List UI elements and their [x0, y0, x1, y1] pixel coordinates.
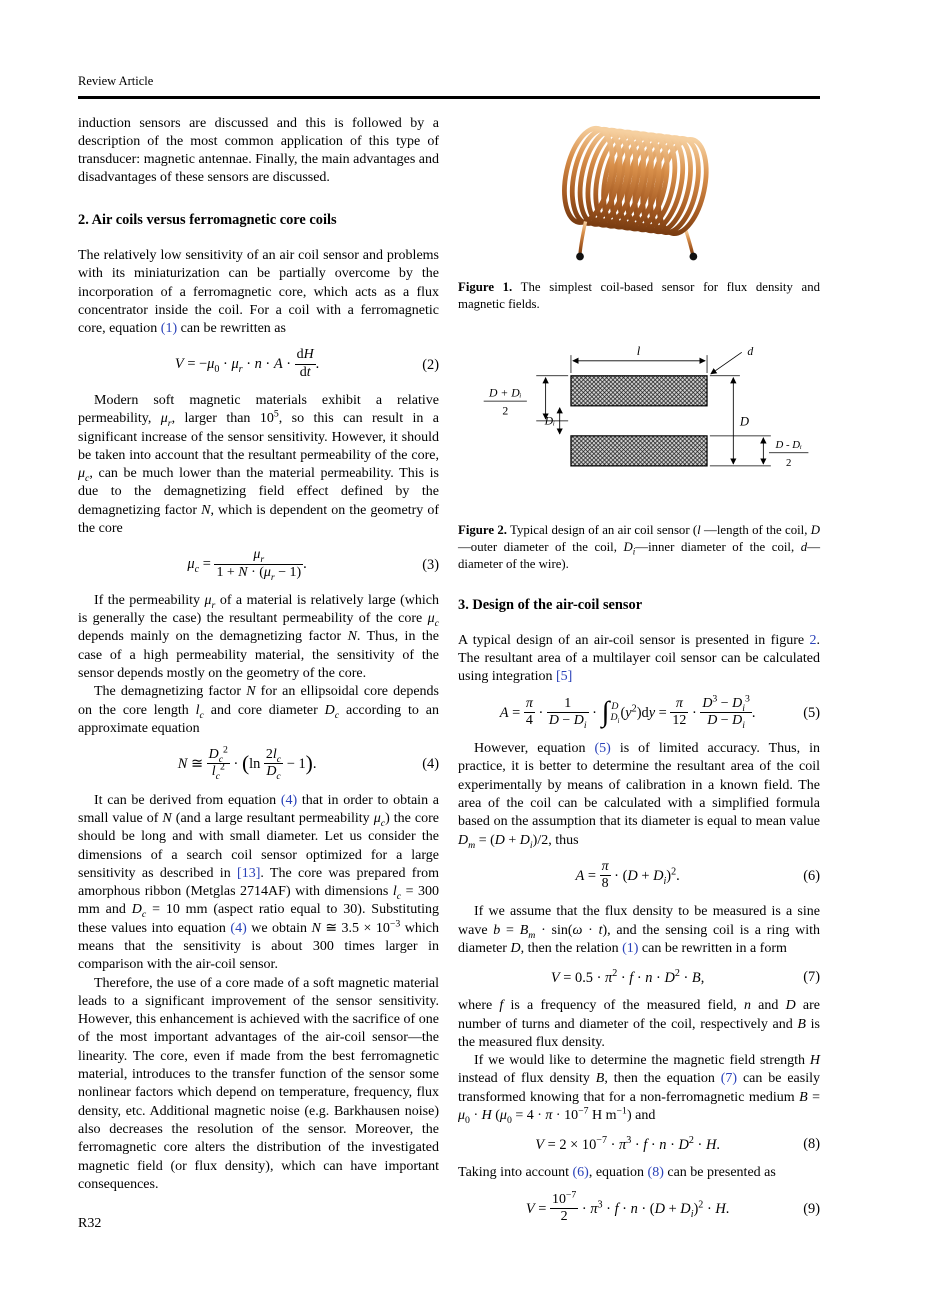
- wire-terminal-left: [576, 252, 584, 260]
- equation-5: [458, 693, 820, 731]
- equation-body: V = $\frac{10^{-7}}{2}$ · $\pi^3 \cdot f \cdot n \cdot (D + D_i)^2 \cdot H$.: [525, 1189, 730, 1224]
- figure-1: [458, 117, 820, 313]
- coil-design-diagram: [463, 327, 815, 510]
- fraction: $\frac{dH}{dt}$: [296, 347, 314, 380]
- equation-number: (3): [422, 556, 439, 573]
- equation-number: (7): [803, 969, 820, 986]
- dimension-label-outer-num: D + Dᵢ: [488, 385, 522, 399]
- integral: ∫ D $D_i$: [601, 695, 620, 728]
- equation-8: [458, 1136, 820, 1153]
- paragraph: However, equation (5) is of limited accuracy. Thus, in practice, it is better to determine the resultant area of the coil experimentally by means of calibration in a known field. The area of the coil can be calculated with a simplified formula based on the assumption that its diameter is equal to mean value $D_m = (D + D_i)/2$, thus: [458, 741, 820, 851]
- figure-2: [458, 327, 820, 573]
- dimension-label-lower-num: D - Dᵢ: [775, 438, 802, 451]
- fraction: $\frac{\pi}{4}$: [525, 695, 533, 728]
- fraction: $\frac{D^3 - D_i^3}{D - D_i}$: [702, 693, 750, 731]
- equation-number: (5): [803, 704, 820, 721]
- reference-link[interactable]: (7): [720, 1071, 738, 1087]
- equation-body: N ≅ $\frac{D_c^2}{l_c^2}$ · (ln $\frac{2l_c}{D_c}$ − 1).: [177, 744, 317, 783]
- reference-link[interactable]: (1): [160, 321, 178, 337]
- paragraph: Modern soft magnetic materials exhibit a relative permeability, $\mu_r$, larger than $10^5$, so this can result in a significant increase of the sensor sensitivity. However, it should be taken into account that the resultant permeability of the core, $\mu_c$, can be much lower than the material permeability. This is due to the demagnetizing field effect defined by the demagnetizing factor N, which is dependent on the geometry of the core: [78, 392, 440, 536]
- equation-number: (6): [803, 868, 820, 885]
- equation-body: A = $\frac{\pi}{8}$ · $(D + D_i)^2$.: [575, 858, 680, 892]
- fraction: $\frac{\pi}{8}$: [601, 858, 609, 892]
- paragraph: If we assume that the flux density to be measured is a sine wave $b = B_m \cdot \sin(\omega \cdot t)$, and the sensing coil is a ring with diameter D, then the relation (1) can be rewritten in a form: [458, 904, 820, 956]
- wire-terminal-right: [690, 252, 698, 260]
- page: [78, 0, 820, 1236]
- paragraph: It can be derived from equation (4) that in order to obtain a small value of N (and a large resultant permeability $\mu_c$) the core should be long and with small diameter. Let us consider the dimensions of a search coil sensor optimized for a large sensitivity as described in [13]. The core was prepared from amorphous ribbon (Metglas 2714AF) with dimensions $l_c = 300$ mm and $D_c = 10$ mm (aspect ratio equal to 30). Substituting these values into equation (4) we obtain N ≅ $3.5 \times 10^{-3}$ which means that the sensitivity is about 300 times larger in comparison with the air-coil sensor.: [78, 792, 440, 973]
- equation-9: [458, 1189, 820, 1225]
- lower-winding: [571, 435, 707, 465]
- running-head: Review Article: [78, 74, 154, 88]
- fraction: $\frac{1}{D - D_i}$: [548, 695, 587, 731]
- equation-body: $V = 0.5 \cdot \pi^2 \cdot f \cdot n \cdot D^2 \cdot B$,: [550, 967, 705, 986]
- paragraph: The demagnetizing factor N for an ellipsoidal core depends on the core length $l_c$ and core diameter $D_c$ according to an approximate equation: [78, 684, 440, 736]
- figure1-caption: Figure 1. The simplest coil-based sensor for flux density and magnetic fields.: [458, 279, 820, 311]
- equation-3: [78, 547, 439, 583]
- fraction: $\frac{\pi}{12}$: [672, 695, 687, 728]
- dimension-label-lower-den: 2: [785, 456, 792, 469]
- dimension-label-D: D: [739, 414, 750, 429]
- equation-number: (4): [422, 756, 439, 773]
- coil-illustration: [533, 117, 745, 267]
- equation-number: (8): [803, 1136, 820, 1153]
- reference-link[interactable]: (8): [647, 1165, 664, 1181]
- reference-link[interactable]: [13]: [237, 865, 261, 881]
- reference-link[interactable]: 2: [809, 632, 817, 648]
- equation-body: A = $\frac{\pi}{4}$ · $\frac{1}{D - D_i}$ · ∫ D $D_i$ $(y^2)dy$ = $\frac{\pi}{12}$ · $\frac{D^3 - D_i^3}{D - D_i}$ .: [499, 693, 756, 731]
- content-columns: [78, 115, 820, 1237]
- reference-link[interactable]: (4): [230, 920, 247, 936]
- dimension-label-inner: Dᵢ: [544, 414, 556, 428]
- equation-7: [458, 969, 820, 986]
- dimension-label-d: d: [747, 344, 754, 358]
- equation-body: $V = 2 \times 10^{-7} \cdot \pi^3 \cdot f \cdot n \cdot D^2 \cdot H$.: [535, 1134, 720, 1153]
- reference-link[interactable]: [5]: [556, 669, 573, 685]
- left-column: [78, 115, 439, 1237]
- equation-number: (2): [422, 356, 439, 373]
- reference-link[interactable]: (1): [622, 940, 639, 956]
- section-heading-3: 3. Design of the air-coil sensor: [458, 596, 643, 613]
- fraction: $\frac{10^{-7}}{2}$: [551, 1189, 577, 1224]
- paragraph: If the permeability $\mu_r$ of a material is relatively large (which is generally the case) the resultant permeability of the core $\mu_c$ depends mainly on the demagnetizing factor N. Thus, in the case of a high permeability material, the sensitivity of the sensor depends mostly on the geometry of the core.: [78, 592, 440, 681]
- page-number: R32: [78, 1216, 102, 1232]
- reference-link[interactable]: (5): [594, 741, 611, 757]
- equation-4: [78, 744, 439, 783]
- equation-body: $\mu_c$ = $\frac{\mu_r}{1 + N \cdot (\mu_r - 1)}$ .: [187, 547, 307, 583]
- section-heading-2: 2. Air coils versus ferromagnetic core coils: [78, 211, 337, 228]
- header-rule: [78, 96, 820, 99]
- paragraph: Taking into account (6), equation (8) can be presented as: [458, 1165, 776, 1181]
- upper-winding: [571, 375, 707, 405]
- equation-6: [458, 858, 820, 892]
- wire-diameter-leader: [711, 352, 742, 374]
- reference-link[interactable]: (6): [572, 1165, 589, 1181]
- paragraph: Therefore, the use of a core made of a soft magnetic material leads to a significant improvement of the sensor sensitivity. However, this enhancement is achieved with the sacrifice of one of the most important advantages of the air-coil sensor—the linearity. The core, even if made from the best ferromagnetic material, introduces to the transfer function of the sensor some nonlinear factors which depend on temperature, frequency, flux density, etc. Additional magnetic noise (e.g. Barkhausen noise) also decreases the resolution of the sensor. Moreover, the ferromagnetic core alters the distribution of the investigated magnetic field (or flux density), which can have important consequences.: [78, 975, 439, 1192]
- reference-link[interactable]: (4): [280, 792, 298, 808]
- paragraph: If we would like to determine the magnetic field strength H instead of flux density B, then the equation (7) can be easily transformed knowing that for a non-ferromagnetic medium $B = \mu_0 \cdot H$ ($\mu_0 = 4 \cdot \pi \cdot 10^{-7}$ H $m^{-1}$) and: [458, 1053, 821, 1126]
- fraction: $\frac{D_c^2}{l_c^2}$: [208, 744, 228, 783]
- paragraph: The relatively low sensitivity of an air coil sensor and problems with its miniaturization can be partially overcome by the incorporation of a ferromagnetic core, which acts as a flux concentrator inside the coil. For a coil with a ferromagnetic core, equation (1) can be rewritten as: [78, 247, 439, 337]
- paragraph: A typical design of an air-coil sensor is presented in figure 2. The resultant area of a multilayer coil sensor can be calculated using integration [5]: [458, 632, 820, 685]
- fraction: $\frac{\mu_r}{1 + N \cdot (\mu_r - 1)}$: [216, 547, 302, 583]
- fraction: $\frac{2l_c}{D_c}$: [265, 747, 282, 783]
- equation-body: $V = -\mu_0 \cdot \mu_r \cdot n \cdot A$ · $\frac{dH}{dt}$ .: [174, 347, 320, 380]
- coil-windings: [557, 123, 714, 253]
- paragraph: induction sensors are discussed and this is followed by a description of the most common application of this type of transducer: magnetic antennae. Finally, the main advantages and disadvantages of these sensors are discussed.: [78, 115, 440, 186]
- equation-2: [78, 349, 439, 380]
- right-column: [458, 115, 820, 1237]
- dimension-label-outer-den: 2: [502, 403, 509, 417]
- figure2-caption: Figure 2. Typical design of an air coil sensor (l —length of the coil, D—outer diameter of the coil, $D_i—inner$ diameter of the coil, d—diameter of the wire).: [458, 522, 820, 571]
- equation-number: (9): [803, 1200, 820, 1217]
- paragraph: where f is a frequency of the measured field, n and D are number of turns and diameter of the coil, respectively and B is the measured flux density.: [458, 998, 821, 1050]
- dimension-label-l: l: [636, 343, 641, 358]
